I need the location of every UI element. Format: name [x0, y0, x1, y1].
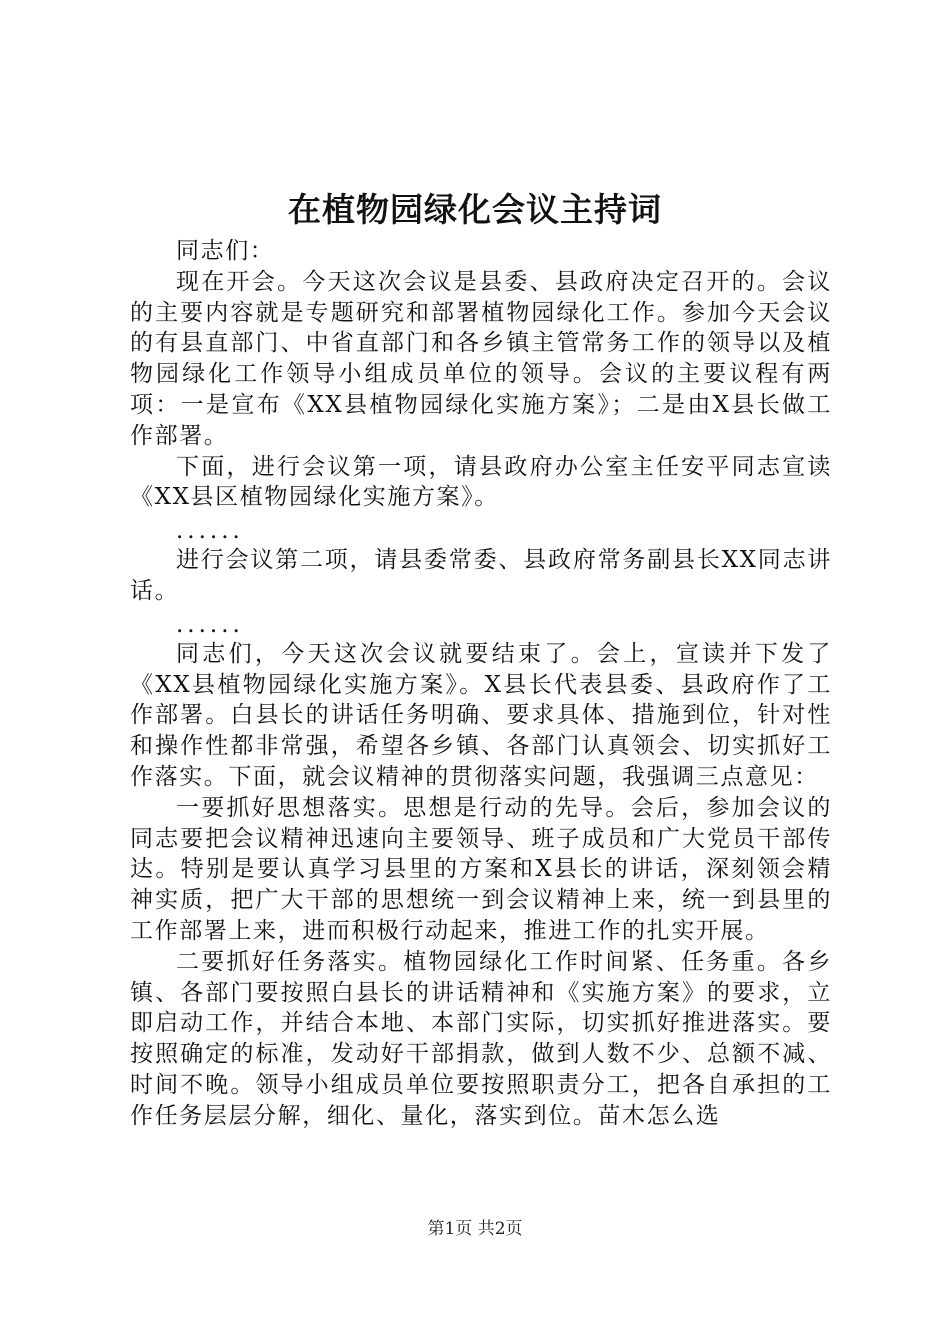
ellipsis-2: ...... [176, 611, 244, 638]
paragraph-point-two: 二要抓好任务落实。植物园绿化工作时间紧、任务重。各乡镇、各部门要按照白县长的讲话精神和《实施方案》的要求，立即启动工作，并结合本地、本部门实际，切实抓好推进落实。要按照确定的标准，发动好干部捐款，做到人数不少、总额不减、时间不晚。领导小组成员单位要按照职责分工，把各自承担的工作任务层层分解，细化、量化，落实到位。苗木怎么选 [130, 948, 832, 1129]
document-title: 在植物园绿化会议主持词 [288, 190, 662, 229]
ellipsis-1: ...... [176, 518, 244, 545]
paragraph-item-two: 进行会议第二项，请县委常委、县政府常务副县长XX同志讲话。 [130, 547, 832, 604]
paragraph-opening: 现在开会。今天这次会议是县委、县政府决定召开的。会议的主要内容就是专题研究和部署植物园绿化工作。参加今天会议的有县直部门、中省直部门和各乡镇主管常务工作的领导以及植物园绿化工作领导小组成员单位的领导。会议的主要议程有两项：一是宣布《XX县植物园绿化实施方案》；二是由X县长做工作部署。 [130, 268, 832, 449]
paragraph-item-one: 下面，进行会议第一项，请县政府办公室主任安平同志宣读《XX县区植物园绿化实施方案》。 [130, 453, 832, 511]
paragraph-greeting: 同志们： [176, 238, 275, 264]
document-body [130, 236, 832, 1132]
paragraph-point-one: 一要抓好思想落实。思想是行动的先导。会后，参加会议的同志要把会议精神迅速向主要领导、班子成员和广大党员干部传达。特别是要认真学习县里的方案和X县长的讲话，深刻领会精神实质，把广大干部的思想统一到会议精神上来，统一到县里的工作部署上来，进而积极行动起来，推进工作的扎实开展。 [130, 794, 832, 944]
paragraph-summary: 同志们，今天这次会议就要结束了。会上，宣读并下发了《XX县植物园绿化实施方案》。X县长代表县委、县政府作了工作部署。白县长的讲话任务明确、要求具体、措施到位，针对性和操作性都非常强，希望各乡镇、各部门认真领会、切实抓好工作落实。下面，就会议精神的贯彻落实问题，我强调三点意见： [130, 640, 832, 790]
page-footer: 第1页 共2页 [427, 1219, 523, 1239]
